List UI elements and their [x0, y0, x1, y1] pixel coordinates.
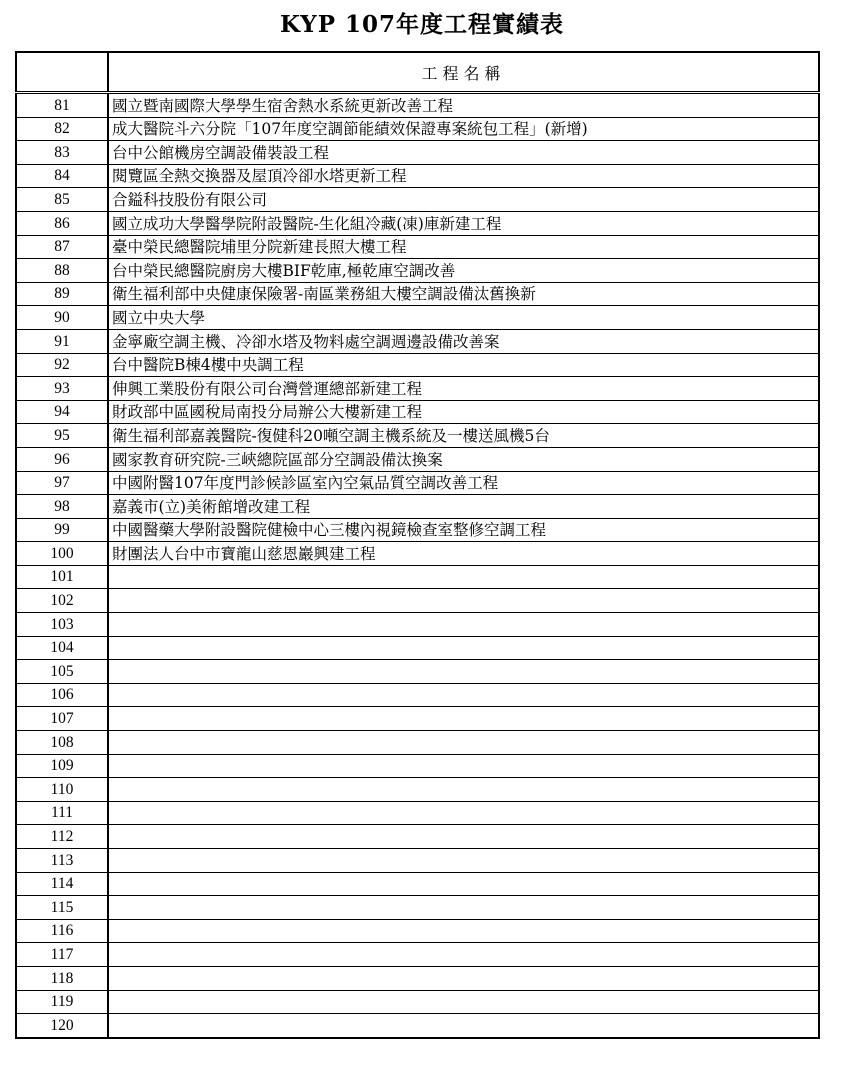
table-row [16, 990, 819, 1014]
project-name [108, 754, 819, 778]
row-number: 88 [16, 259, 108, 283]
table-row [16, 943, 819, 967]
project-name [108, 565, 819, 589]
project-name [108, 707, 819, 731]
table-row [16, 731, 819, 755]
row-number: 114 [16, 872, 108, 896]
row-number: 93 [16, 377, 108, 401]
row-number: 109 [16, 754, 108, 778]
table-row [16, 565, 819, 589]
project-name: 國立暨南國際大學學生宿舍熱水系統更新改善工程 [108, 93, 819, 118]
row-number: 107 [16, 707, 108, 731]
row-number: 106 [16, 683, 108, 707]
project-name: 台中榮民總醫院廚房大樓BIF乾庫,極乾庫空調改善 [108, 259, 819, 283]
project-name: 財團法人台中市寶龍山慈恩巖興建工程 [108, 542, 819, 566]
table-row [16, 919, 819, 943]
table-row [16, 282, 819, 306]
table-row [16, 754, 819, 778]
project-name [108, 589, 819, 613]
row-number: 112 [16, 825, 108, 849]
project-name [108, 919, 819, 943]
project-name: 台中公館機房空調設備裝設工程 [108, 141, 819, 165]
project-table [15, 51, 820, 1039]
table-row [16, 872, 819, 896]
row-number: 84 [16, 164, 108, 188]
row-number: 98 [16, 495, 108, 519]
project-name: 臺中榮民總醫院埔里分院新建長照大樓工程 [108, 235, 819, 259]
table-row [16, 849, 819, 873]
project-name: 成大醫院斗六分院「107年度空調節能績效保證專案統包工程」(新增) [108, 117, 819, 141]
header-row [16, 52, 819, 93]
table-header [16, 52, 819, 93]
project-name: 國立成功大學醫學院附設醫院-生化組冷藏(凍)庫新建工程 [108, 211, 819, 235]
project-name [108, 966, 819, 990]
table-row [16, 164, 819, 188]
table-row [16, 778, 819, 802]
table-row [16, 377, 819, 401]
row-number: 99 [16, 518, 108, 542]
table-row [16, 235, 819, 259]
project-name [108, 660, 819, 684]
project-name: 台中醫院B棟4樓中央調工程 [108, 353, 819, 377]
table-row [16, 471, 819, 495]
table-row [16, 329, 819, 353]
row-number: 94 [16, 400, 108, 424]
row-number: 119 [16, 990, 108, 1014]
table-row [16, 93, 819, 118]
project-name: 國立中央大學 [108, 306, 819, 330]
project-name: 閱覽區全熱交換器及屋頂冷卻水塔更新工程 [108, 164, 819, 188]
row-number: 81 [16, 93, 108, 118]
table-row [16, 518, 819, 542]
project-name [108, 1014, 819, 1038]
table-row [16, 117, 819, 141]
project-name: 金寧廠空調主機、冷卻水塔及物料處空調週邊設備改善案 [108, 329, 819, 353]
row-number: 110 [16, 778, 108, 802]
row-number: 86 [16, 211, 108, 235]
row-number: 117 [16, 943, 108, 967]
table-body [16, 93, 819, 1038]
project-name: 衛生福利部嘉義醫院-復健科20噸空調主機系統及一樓送風機5台 [108, 424, 819, 448]
table-row [16, 424, 819, 448]
row-number: 87 [16, 235, 108, 259]
table-row [16, 966, 819, 990]
page-title: KYP 107年度工程實績表 [279, 11, 565, 38]
project-name [108, 943, 819, 967]
project-name: 伸興工業股份有限公司台灣營運總部新建工程 [108, 377, 819, 401]
row-number: 92 [16, 353, 108, 377]
table-row [16, 447, 819, 471]
project-name [108, 990, 819, 1014]
row-number: 100 [16, 542, 108, 566]
row-number: 116 [16, 919, 108, 943]
project-name: 合鎰科技股份有限公司 [108, 188, 819, 212]
project-name [108, 613, 819, 637]
table-row [16, 589, 819, 613]
row-number: 97 [16, 471, 108, 495]
row-number: 120 [16, 1014, 108, 1038]
table-row [16, 400, 819, 424]
row-number: 101 [16, 565, 108, 589]
row-number: 118 [16, 966, 108, 990]
project-name [108, 636, 819, 660]
project-name [108, 825, 819, 849]
project-name [108, 849, 819, 873]
project-name [108, 801, 819, 825]
row-number: 83 [16, 141, 108, 165]
table-row [16, 141, 819, 165]
row-number: 102 [16, 589, 108, 613]
project-name [108, 731, 819, 755]
row-number: 115 [16, 896, 108, 920]
row-number: 95 [16, 424, 108, 448]
project-name: 中國醫藥大學附設醫院健檢中心三樓內視鏡檢查室整修空調工程 [108, 518, 819, 542]
row-number: 85 [16, 188, 108, 212]
table-row [16, 896, 819, 920]
project-name [108, 872, 819, 896]
row-number: 113 [16, 849, 108, 873]
table-row [16, 825, 819, 849]
table-row [16, 683, 819, 707]
table-row [16, 542, 819, 566]
table-row [16, 306, 819, 330]
project-name: 國家教育研究院-三峽總院區部分空調設備汰換案 [108, 447, 819, 471]
header-number-cell [16, 52, 108, 93]
row-number: 89 [16, 282, 108, 306]
project-name [108, 683, 819, 707]
row-number: 105 [16, 660, 108, 684]
row-number: 96 [16, 447, 108, 471]
row-number: 91 [16, 329, 108, 353]
table-row [16, 188, 819, 212]
table-row [16, 495, 819, 519]
table-row [16, 636, 819, 660]
table-row [16, 353, 819, 377]
project-name [108, 896, 819, 920]
table-row [16, 801, 819, 825]
project-name: 中國附醫107年度門診候診區室內空氣品質空調改善工程 [108, 471, 819, 495]
project-name: 財政部中區國稅局南投分局辦公大樓新建工程 [108, 400, 819, 424]
row-number: 82 [16, 117, 108, 141]
table-row [16, 211, 819, 235]
project-name [108, 778, 819, 802]
row-number: 108 [16, 731, 108, 755]
project-name: 衛生福利部中央健康保險署-南區業務組大樓空調設備汰舊換新 [108, 282, 819, 306]
table-row [16, 660, 819, 684]
project-name: 嘉義市(立)美術館增改建工程 [108, 495, 819, 519]
table-row [16, 613, 819, 637]
table-row [16, 259, 819, 283]
row-number: 90 [16, 306, 108, 330]
row-number: 111 [16, 801, 108, 825]
row-number: 104 [16, 636, 108, 660]
row-number: 103 [16, 613, 108, 637]
header-project-name: 工程名稱 [108, 52, 819, 93]
table-row [16, 1014, 819, 1038]
table-row [16, 707, 819, 731]
